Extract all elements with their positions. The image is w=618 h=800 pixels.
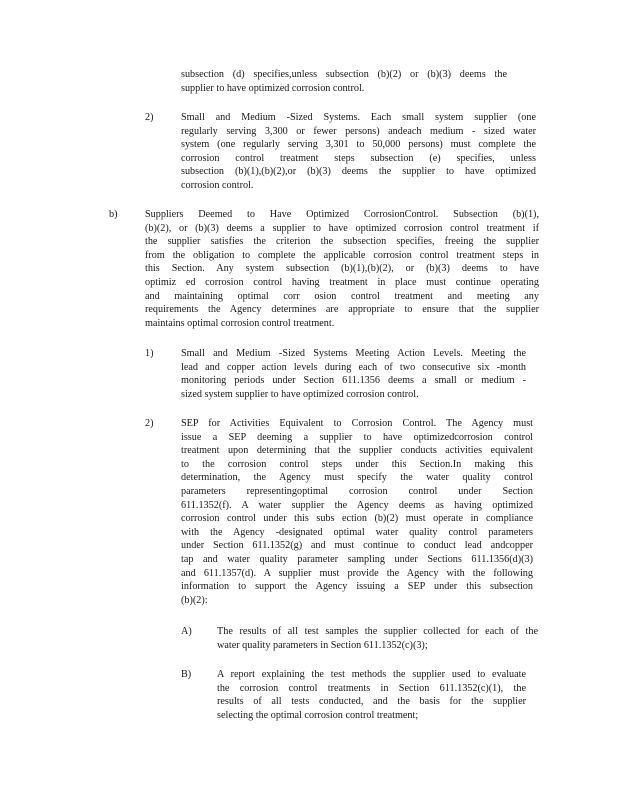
subsection-b-paragraph <box>145 208 539 330</box>
text-line: optimiz ed corrosion control having treatment in place must continue operating <box>145 276 539 288</box>
text-line: subsection (d) specifies,unless subsection (b)(2) or (b)(3) deems the <box>181 69 507 80</box>
text-line: treatment upon determining that the supplier conducts activities equivalent <box>181 445 533 457</box>
text-line: corrosion control under this subs ection (b)(2) must operate in compliance <box>181 513 533 525</box>
intro-paragraph <box>181 68 507 95</box>
text-line: A report explaining the test methods the supplier used to evaluate <box>217 669 526 680</box>
text-line: to the corrosion control steps under this Section.In making this <box>181 458 533 470</box>
text-line: corrosion control treatment steps subsection (e) specifies, unless <box>181 152 536 164</box>
text-line: with the Agency -designated optimal water quality control parameters <box>181 526 533 538</box>
text-line: parameters representingoptimal corrosion control under Section <box>181 485 533 497</box>
item-b1-paragraph <box>181 347 526 401</box>
item-b2-a-marker: A) <box>181 626 192 637</box>
text-line: water quality parameters in Section 611.1352(c)(3); <box>217 639 428 651</box>
text-line: The results of all test samples the supplier collected for each of the <box>217 626 538 637</box>
item-2-paragraph <box>181 111 536 193</box>
text-line: subsection (b)(1),(b)(2),or (b)(3) deems the supplier to have optimized <box>181 166 536 178</box>
text-line: (b)(2), or (b)(3) deems a supplier to have optimized corrosion control treatment if <box>145 222 539 234</box>
text-line: Small and Medium -Sized Systems Meeting Action Levels. Meeting the <box>181 348 526 359</box>
text-line: Small and Medium -Sized Systems. Each small system supplier (one <box>181 112 536 123</box>
text-line: and 611.1357(d). A supplier must provide the Agency with the following <box>181 567 533 579</box>
text-line: the corrosion control treatments in Section 611.1352(c)(1), the <box>217 682 526 694</box>
text-line: regularly serving 3,300 or fewer persons) andeach medium - sized water <box>181 125 536 137</box>
item-b2-marker: 2) <box>145 418 154 429</box>
text-line: SEP for Activities Equivalent to Corrosion Control. The Agency must <box>181 418 533 429</box>
text-line: corrosion control. <box>181 179 254 191</box>
text-line: results of all tests conducted, and the basis for the supplier <box>217 696 526 708</box>
text-line: 611.1352(f). A water supplier the Agency deems as having optimized <box>181 499 533 511</box>
text-line: selecting the optimal corrosion control treatment; <box>217 709 419 721</box>
text-line: from the obligation to complete the applicable corrosion control treatment steps in <box>145 249 539 261</box>
item-b2-paragraph <box>181 417 533 607</box>
text-line: (b)(2): <box>181 594 208 606</box>
text-line: information to support the Agency issuing a SEP under this subsection <box>181 581 533 593</box>
text-line: lead and copper action levels during each of two consecutive six -month <box>181 361 526 373</box>
text-line: under Section 611.1352(g) and must continue to conduct lead andcopper <box>181 540 533 552</box>
text-line: requirements the Agency determines are appropriate to ensure that the supplier <box>145 304 539 316</box>
text-line: supplier to have optimized corrosion control. <box>181 82 365 94</box>
text-line: and maintaining optimal corr osion control treatment and meeting any <box>145 290 539 302</box>
item-2-marker: 2) <box>145 112 154 123</box>
item-b1-marker: 1) <box>145 348 154 359</box>
item-b2-a-paragraph <box>217 625 538 652</box>
item-b2-b-marker: B) <box>181 669 192 680</box>
text-line: Suppliers Deemed to Have Optimized CorrosionControl. Subsection (b)(1), <box>145 209 539 220</box>
text-line: monitoring periods under Section 611.1356 deems a small or medium - <box>181 375 526 387</box>
text-line: the supplier satisfies the criterion the subsection specifies, freeing the supplier <box>145 236 539 248</box>
text-line: system (one regularly serving 3,301 to 50,000 persons) must complete the <box>181 139 536 151</box>
item-b2-b-paragraph <box>217 668 526 722</box>
text-line: this Section. Any system subsection (b)(1),(b)(2), or (b)(3) deems to have <box>145 263 539 275</box>
text-line: sized system supplier to have optimized corrosion control. <box>181 388 419 400</box>
text-line: determination, the Agency must specify the water quality control <box>181 472 533 484</box>
text-line: tap and water quality parameter sampling under Sections 611.1356(d)(3) <box>181 553 533 565</box>
subsection-b-marker: b) <box>109 209 118 220</box>
text-line: issue a SEP deeming a supplier to have optimizedcorrosion control <box>181 431 533 443</box>
text-line: maintains optimal corrosion control treatment. <box>145 317 335 329</box>
